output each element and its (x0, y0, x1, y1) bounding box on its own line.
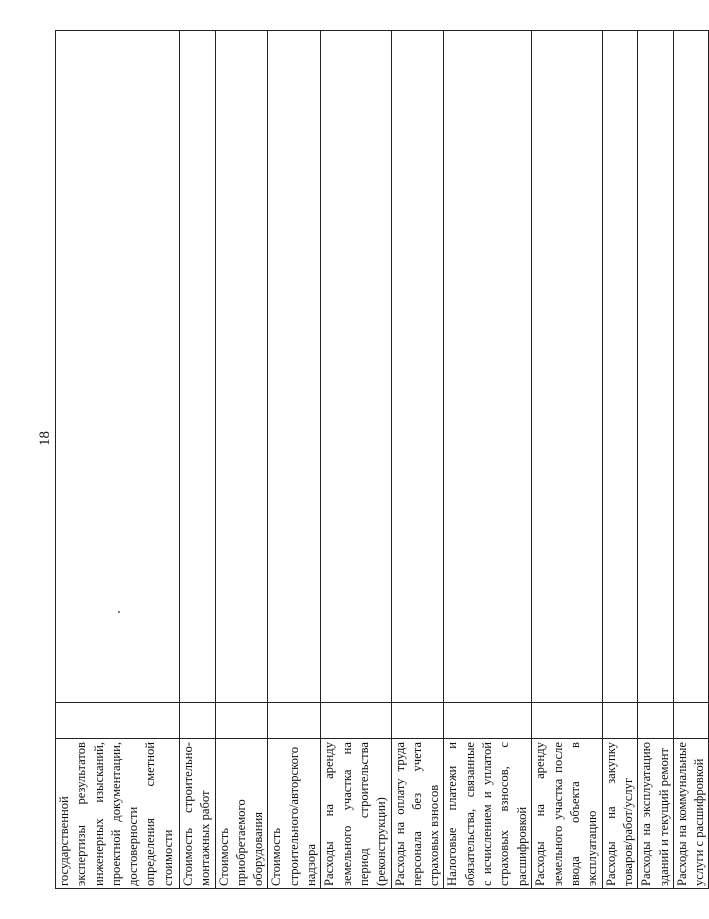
table-row (602, 31, 638, 889)
empty-cell (321, 703, 391, 739)
empty-cell (268, 31, 321, 703)
cost-item-line: Расходы на оплату труда (392, 742, 407, 886)
empty-cell (215, 703, 268, 739)
cost-item-line: зданий и текущий ремонт (656, 747, 671, 886)
empty-cell (391, 703, 444, 739)
empty-cell (532, 31, 602, 703)
cost-item-line: период строительства (356, 742, 371, 886)
empty-cell (268, 703, 321, 739)
cost-item-line: достоверности (126, 806, 141, 886)
empty-cell (180, 31, 216, 703)
cost-item-name (391, 739, 444, 889)
cost-item-line: монтажных работ (198, 790, 213, 886)
cost-item-line: с исчислением и уплатой (480, 742, 495, 886)
cost-item-name (638, 739, 674, 889)
cost-item-name (180, 739, 216, 889)
empty-cell (321, 31, 391, 703)
table-row (673, 31, 709, 889)
cost-item-line: оборудования (251, 812, 266, 886)
cost-item-name (673, 739, 709, 889)
page-number: 18 (37, 431, 53, 446)
empty-cell (444, 31, 532, 703)
table-row (532, 31, 602, 889)
rotated-table-container (55, 31, 707, 889)
cost-item-name (268, 739, 321, 889)
cost-item-line: расшифровкой (514, 806, 529, 886)
cost-item-name (56, 739, 180, 889)
cost-item-line: эксплуатацию (585, 810, 600, 886)
cost-item-line: Налоговые платежи и (445, 742, 460, 886)
cost-item-line: определения сметной (143, 742, 158, 886)
cost-item-name (444, 739, 532, 889)
table-row (638, 31, 674, 889)
cost-item-line: Расходы на закупку (603, 742, 618, 886)
cost-table (55, 30, 709, 889)
empty-cell (180, 703, 216, 739)
cost-item-line: услуги с расшифровкой (692, 758, 707, 886)
cost-item-line: обязательства, связанные (462, 742, 477, 886)
table-row (391, 31, 444, 889)
table-row (180, 31, 216, 889)
cost-item-line: персонала без учета (409, 742, 424, 886)
cost-item-line: земельного участка на (339, 742, 354, 886)
cost-item-name (532, 739, 602, 889)
cost-item-line: приобретаемого (233, 799, 248, 886)
table-row (268, 31, 321, 889)
empty-cell (602, 703, 638, 739)
cost-item-line: надзора (304, 844, 319, 886)
empty-cell (638, 703, 674, 739)
table-row (56, 31, 180, 889)
empty-cell (56, 31, 180, 703)
empty-cell (673, 703, 709, 739)
cost-item-line: товаров/работ/услуг (620, 777, 635, 886)
cost-item-line: ввода объекта в (568, 742, 583, 886)
empty-cell (391, 31, 444, 703)
cost-item-line: стоимости (160, 829, 175, 886)
cost-item-line: экспертизы результатов (74, 742, 89, 886)
cost-item-name (215, 739, 268, 889)
empty-cell (602, 31, 638, 703)
cost-item-line: Расходы на аренду (533, 742, 548, 886)
empty-cell (638, 31, 674, 703)
cost-item-line: страховых взносов, с (497, 742, 512, 886)
cost-item-line: Расходы на аренду (322, 742, 337, 886)
cost-item-line: проектной документации, (108, 742, 123, 886)
empty-cell (673, 31, 709, 703)
cost-item-line: государственной (57, 796, 71, 886)
cost-item-line: строительного/авторского (286, 746, 301, 886)
empty-cell (56, 703, 180, 739)
table-row (444, 31, 532, 889)
cost-item-line: страховых взносов (427, 784, 442, 886)
table-row (215, 31, 268, 889)
cost-item-name (602, 739, 638, 889)
empty-cell (532, 703, 602, 739)
cost-item-line: Стоимость строительно- (181, 742, 195, 886)
cost-item-line: Расходы на эксплуатацию (639, 742, 654, 886)
cost-item-line: инженерных изысканий, (91, 742, 106, 886)
empty-cell (215, 31, 268, 703)
cost-item-line: Стоимость (269, 827, 284, 886)
cost-item-line: земельного участка после (550, 742, 565, 886)
cost-item-line: (реконструкции) (374, 797, 389, 886)
table-row (321, 31, 391, 889)
cost-item-line: Расходы на коммунальные (674, 742, 689, 886)
cost-item-line: Стоимость (216, 827, 231, 886)
cost-item-name (321, 739, 391, 889)
empty-cell (444, 703, 532, 739)
